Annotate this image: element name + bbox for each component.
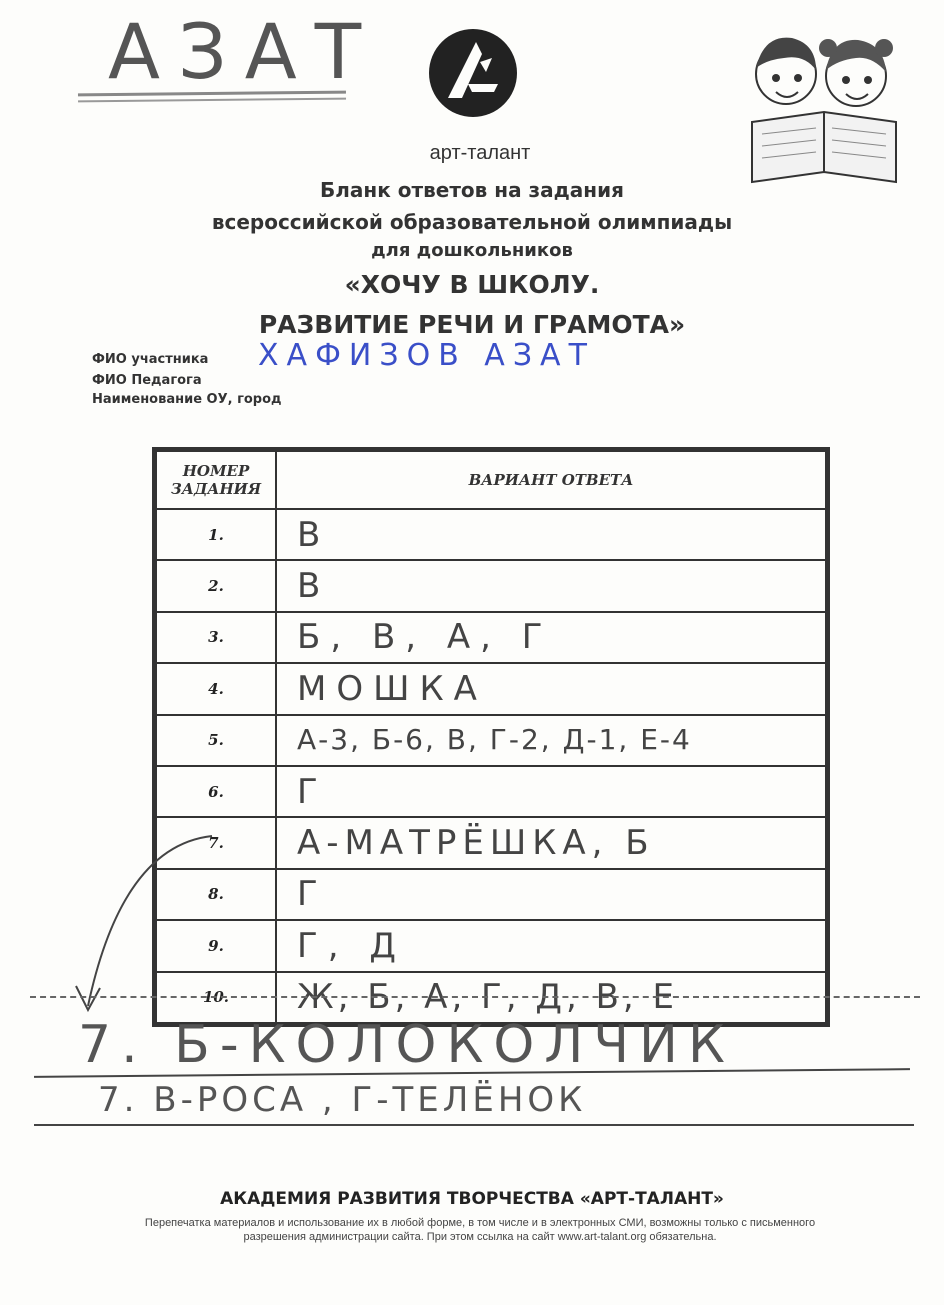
task-number: 6.	[156, 766, 276, 817]
task-answer: Б, В, А, Г	[276, 612, 826, 663]
title-line-5: РАЗВИТИЕ РЕЧИ И ГРАМОТА»	[258, 310, 686, 339]
task-number: 5.	[156, 715, 276, 766]
task-answer: Г	[276, 869, 826, 920]
arrow-down-icon	[62, 826, 222, 1018]
column-header-answer: ВАРИАНТ ОТВЕТА	[276, 451, 826, 509]
separator-line	[30, 996, 920, 998]
art-talant-logo-icon	[428, 28, 518, 118]
task-number: 2.	[156, 560, 276, 611]
participant-label: ФИО участника	[92, 352, 209, 367]
table-row	[156, 612, 826, 663]
footer-notice: Перепечатка материалов и использование их в любой форме, в том числе и в электронных СМИ, возможны только с письменного разрешения администрации сайта. При этом ссылка на сайт www.art-talant.org обязательна.	[144, 1217, 816, 1243]
table-row	[156, 920, 826, 971]
footer-title: АКАДЕМИЯ РАЗВИТИЯ ТВОРЧЕСТВА «АРТ-ТАЛАНТ»	[220, 1189, 724, 1209]
table-row	[156, 715, 826, 766]
task-answer: Г	[276, 766, 826, 817]
table-row	[156, 766, 826, 817]
task-answer: Ж, Б, А, Г, Д, В, Е	[276, 972, 826, 1023]
table-row	[156, 817, 826, 868]
task-number: 4.	[156, 663, 276, 714]
brand-name: арт-талант	[429, 142, 531, 164]
answer-table	[152, 447, 830, 1027]
task-answer: В	[276, 509, 826, 560]
task-answer: А-МАТРЁШКА, Б	[276, 817, 826, 868]
handwritten-name: АЗАТ	[108, 7, 380, 96]
teacher-label: ФИО Педагога	[92, 373, 202, 388]
column-header-number: НОМЕР ЗАДАНИЯ	[156, 451, 276, 509]
task-answer: В	[276, 560, 826, 611]
participant-value: ХАФИЗОВ АЗАТ	[258, 338, 595, 373]
task-number: 3.	[156, 612, 276, 663]
title-line-2: всероссийской образовательной олимпиады	[211, 210, 733, 234]
title-line-1: Бланк ответов на задания	[320, 178, 624, 202]
task-number: 1.	[156, 509, 276, 560]
extra-answer-2: 7. В-РОСА , Г-ТЕЛЁНОК	[98, 1080, 587, 1120]
table-row	[156, 509, 826, 560]
kids-reading-icon	[744, 12, 904, 187]
extra-answer-1: 7. Б-КОЛОКОЛЧИК	[78, 1015, 735, 1075]
title-line-3: для дошкольников	[371, 240, 573, 261]
task-answer: Г, Д	[276, 920, 826, 971]
table-row	[156, 869, 826, 920]
task-number: 10.	[156, 972, 276, 1023]
name-underline	[78, 91, 346, 103]
table-row	[156, 560, 826, 611]
task-number: 9.	[156, 920, 276, 971]
school-label: Наименование ОУ, город	[92, 392, 282, 407]
task-answer: МОШКА	[276, 663, 826, 714]
task-number: 7.	[156, 817, 276, 868]
task-number: 8.	[156, 869, 276, 920]
ruled-line	[34, 1124, 914, 1126]
title-line-4: «ХОЧУ В ШКОЛУ.	[344, 270, 600, 299]
task-answer: А-3, Б-6, В, Г-2, Д-1, Е-4	[276, 715, 826, 766]
table-row	[156, 663, 826, 714]
